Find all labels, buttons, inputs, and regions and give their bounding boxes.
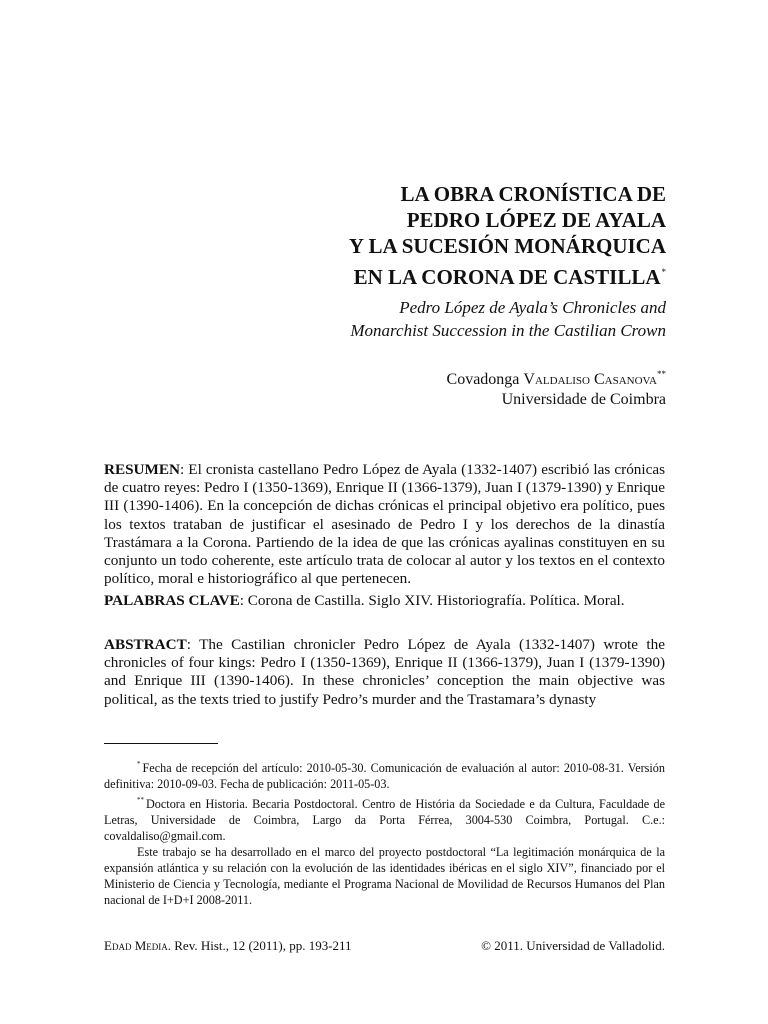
resumen-text: : El cronista castellano Pedro López de Ayala (1332-1407) escribió las crónicas de cuatro reyes: Pedro I (1350-1369), Enrique II (1366-1379), Juan I (1379-1390) y Enrique III (1390-1406). En la concepción de dichas crónicas el principal objetivo era político, pues los textos trataban de justificar el asesinado de Pedro I y los derechos de la dinastía Trastámara a la Corona. Partiendo de la idea de que las crónicas ayalinas constituyen en su conjunto un todo coherente, este artículo trata de colocar al autor y los textos en el contexto político, moral e historiográfico al que pertenecen.	[104, 461, 665, 588]
author-surname: Valdaliso Casanova	[523, 371, 657, 388]
copyright-notice: © 2011. Universidad de Valladolid.	[481, 938, 665, 953]
footnote-2	[104, 792, 665, 844]
author-block	[447, 364, 666, 410]
footnote-1-mark: *	[137, 760, 141, 768]
english-title	[350, 296, 666, 342]
abstract-text: : The Castilian chronicler Pedro López de Ayala (1332-1407) wrote the chronicles of four kings: Pedro I (1350-1369), Enrique II (1366-1379), Juan I (1379-1390) and Enrique III (1390-1406). In these chronicles’ conception the main objective was political, as the texts tried to justify Pedro’s murder and the Trastamara’s dynasty	[104, 636, 665, 708]
footnotes	[104, 756, 665, 908]
journal-citation	[104, 938, 352, 954]
footnote-1	[104, 756, 665, 792]
abstract-label: ABSTRACT	[104, 636, 187, 653]
journal-volume-pages: . Rev. Hist., 12 (2011), pp. 193-211	[167, 938, 352, 953]
keywords-paragraph	[104, 592, 665, 610]
author-affiliation: Universidade de Coimbra	[501, 391, 666, 408]
abstract-paragraph	[104, 636, 665, 709]
footnote-1-text: Fecha de recepción del artículo: 2010-05-30. Comunicación de evaluación al autor: 2010-08-31. Versión definitiva: 2010-09-03. Fecha de publicación: 2011-05-03.	[104, 761, 665, 791]
title-line-4-text: EN LA CORONA DE CASTILLA	[353, 265, 661, 289]
footnote-separator	[104, 743, 218, 744]
article-title	[349, 181, 666, 290]
author-name	[447, 364, 666, 390]
author-footnote-mark[interactable]: **	[657, 369, 666, 379]
english-title-line-2: Monarchist Succession in the Castilian Crown	[350, 321, 666, 340]
footnote-2-mark: **	[137, 796, 144, 804]
footnote-3	[104, 844, 665, 908]
title-line-1: LA OBRA CRONÍSTICA DE	[400, 182, 666, 206]
english-title-line-1: Pedro López de Ayala’s Chronicles and	[399, 298, 666, 317]
footnote-3-text: Este trabajo se ha desarrollado en el marco del proyecto postdoctoral “La legitimación monárquica de la expansión atlántica y su relación con la evolución de las identidades ibéricas en el siglo XIV”, financiado por el Ministerio de Ciencia y Tecnología, mediante el Programa Nacional de Movilidad de Recursos Humanos del Plan nacional de I+D+I 2008-2011.	[104, 845, 665, 907]
resumen-label: RESUMEN	[104, 461, 180, 478]
journal-name: Edad Media	[104, 938, 168, 953]
title-line-4	[349, 259, 666, 290]
title-line-2: PEDRO LÓPEZ DE AYALA	[406, 208, 666, 232]
keywords-label: PALABRAS CLAVE	[104, 592, 240, 609]
title-footnote-mark[interactable]: *	[661, 267, 666, 277]
title-line-3: Y LA SUCESIÓN MONÁRQUICA	[348, 234, 666, 258]
footnote-2-text: Doctora en Historia. Becaria Postdoctoral. Centro de História da Sociedade e da Cultura, Faculdade de Letras, Universidade de Coimbra, Largo da Porta Férrea, 3004-530 Coimbra, Portugal. C.e.: covaldaliso@gmail.com.	[104, 797, 665, 843]
keywords-text: : Corona de Castilla. Siglo XIV. Historiografía. Política. Moral.	[239, 592, 625, 609]
resumen-paragraph	[104, 461, 665, 588]
author-first-name: Covadonga	[446, 371, 524, 388]
